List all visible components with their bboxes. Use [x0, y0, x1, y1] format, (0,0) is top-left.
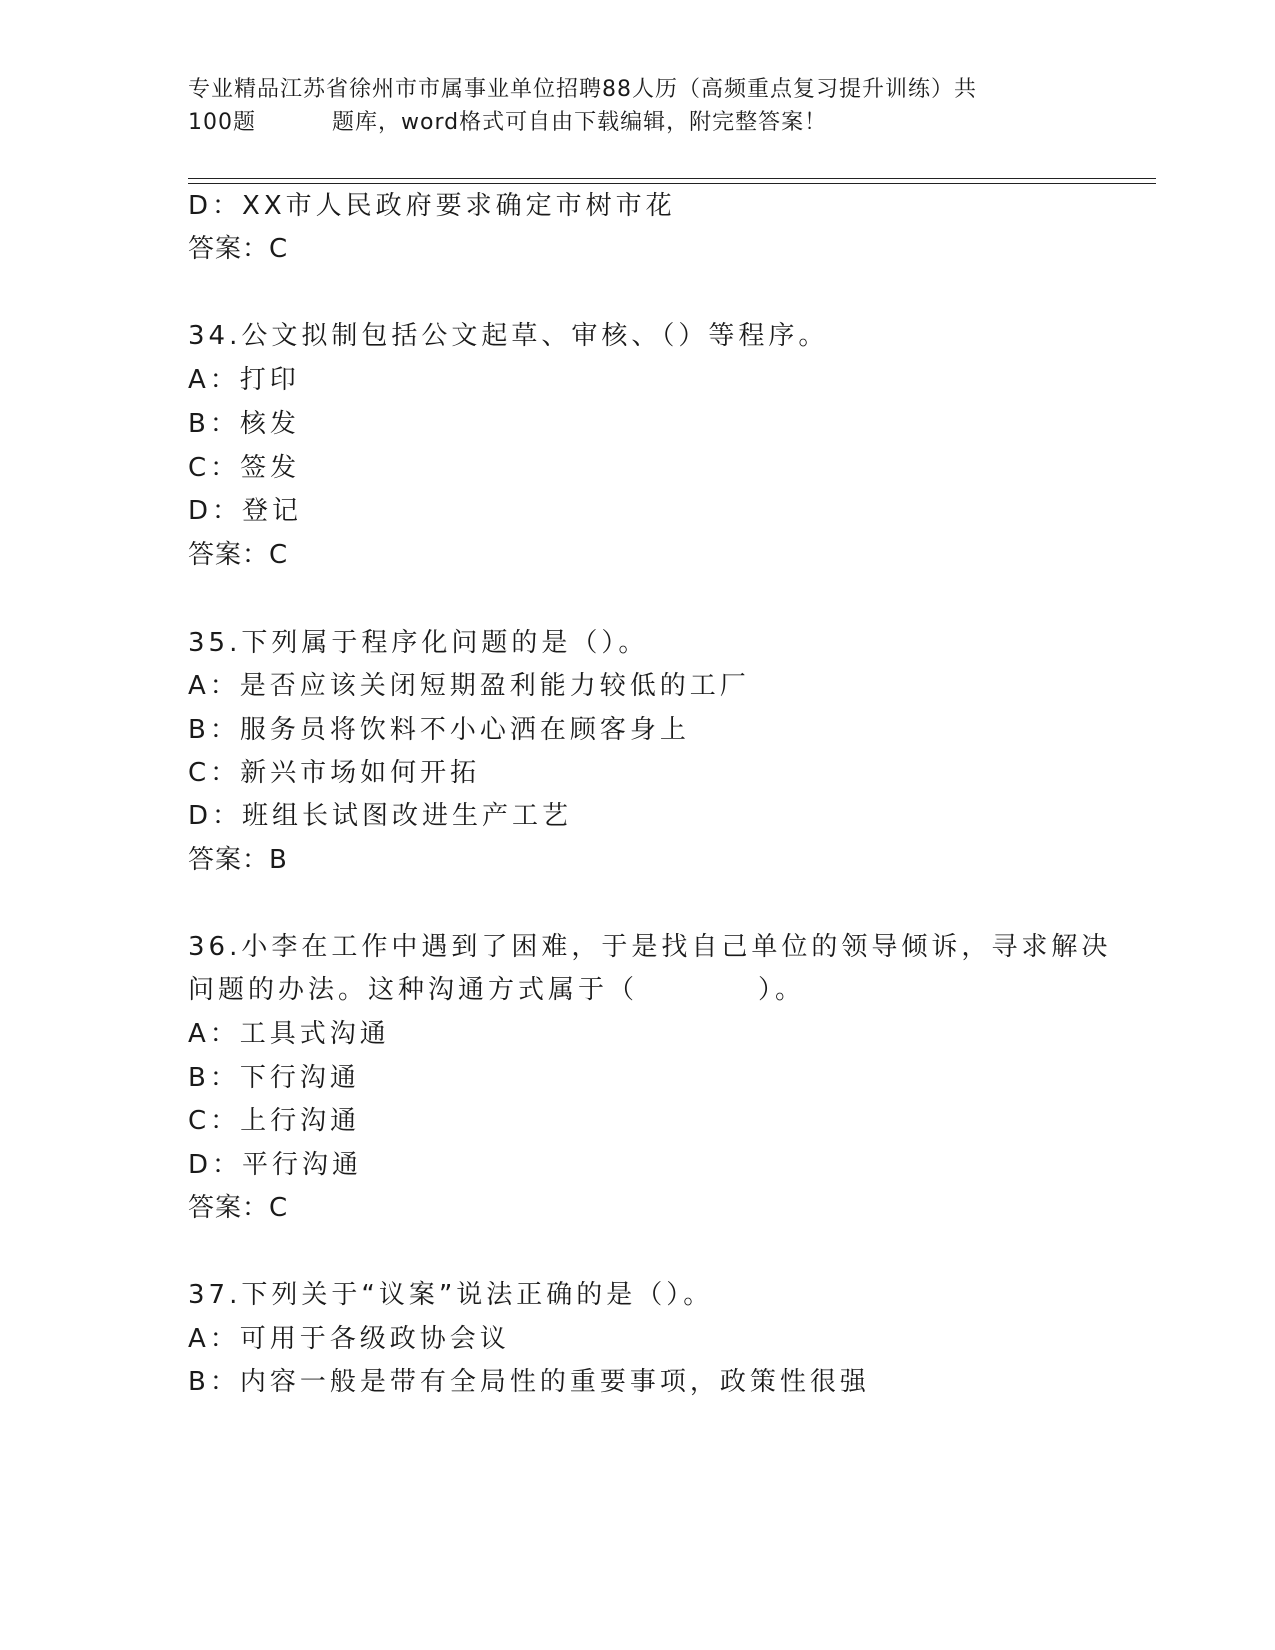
q37-stem: 37.下列关于“议案”说法正确的是（）。 [188, 1280, 714, 1310]
q34-option-c: C：签发 [188, 453, 301, 483]
q35-option-c: C：新兴市场如何开拓 [188, 758, 481, 788]
q33-option-d: D：XX市人民政府要求确定市树市花 [188, 191, 676, 221]
header-title-line2 [188, 106, 1068, 139]
q34-answer: 答案：C [188, 540, 289, 570]
q36-answer: 答案：C [188, 1193, 289, 1223]
q35-option-b: B：服务员将饮料不小心洒在顾客身上 [188, 715, 690, 745]
q34-stem: 34.公文拟制包括公文起草、审核、（）等程序。 [188, 321, 829, 351]
document-header [188, 73, 1068, 139]
header-title-line1: 专业精品江苏省徐州市市属事业单位招聘88人历（高频重点复习提升训练）共 [188, 77, 977, 102]
q35-answer: 答案：B [188, 845, 288, 875]
header-description: 题库，word格式可自由下载编辑，附完整答案！ [332, 110, 828, 135]
q34-option-b: B：核发 [188, 409, 300, 439]
q34-option-a: A：打印 [188, 365, 300, 395]
q35-stem: 35.下列属于程序化问题的是（）。 [188, 628, 649, 658]
q33-answer: 答案：C [188, 234, 289, 264]
q36-option-b: B：下行沟通 [188, 1063, 360, 1093]
header-question-count: 100题 [188, 110, 256, 135]
q35-option-d: D：班组长试图改进生产工艺 [188, 801, 573, 831]
header-divider-top [188, 178, 1156, 179]
q36-option-a: A：工具式沟通 [188, 1019, 390, 1049]
q36-stem-line2: 问题的办法。这种沟通方式属于（ ）。 [188, 975, 806, 1005]
q36-option-d: D：平行沟通 [188, 1150, 363, 1180]
q34-option-d: D：登记 [188, 496, 303, 526]
header-divider-bottom [188, 183, 1156, 184]
q37-option-a: A：可用于各级政协会议 [188, 1324, 510, 1354]
q36-stem-line1: 36.小李在工作中遇到了困难，于是找自己单位的领导倾诉，寻求解决 [188, 932, 1112, 962]
q36-option-c: C：上行沟通 [188, 1106, 361, 1136]
q37-option-b: B：内容一般是带有全局性的重要事项，政策性很强 [188, 1367, 870, 1397]
q35-option-a: A：是否应该关闭短期盈利能力较低的工厂 [188, 671, 750, 701]
